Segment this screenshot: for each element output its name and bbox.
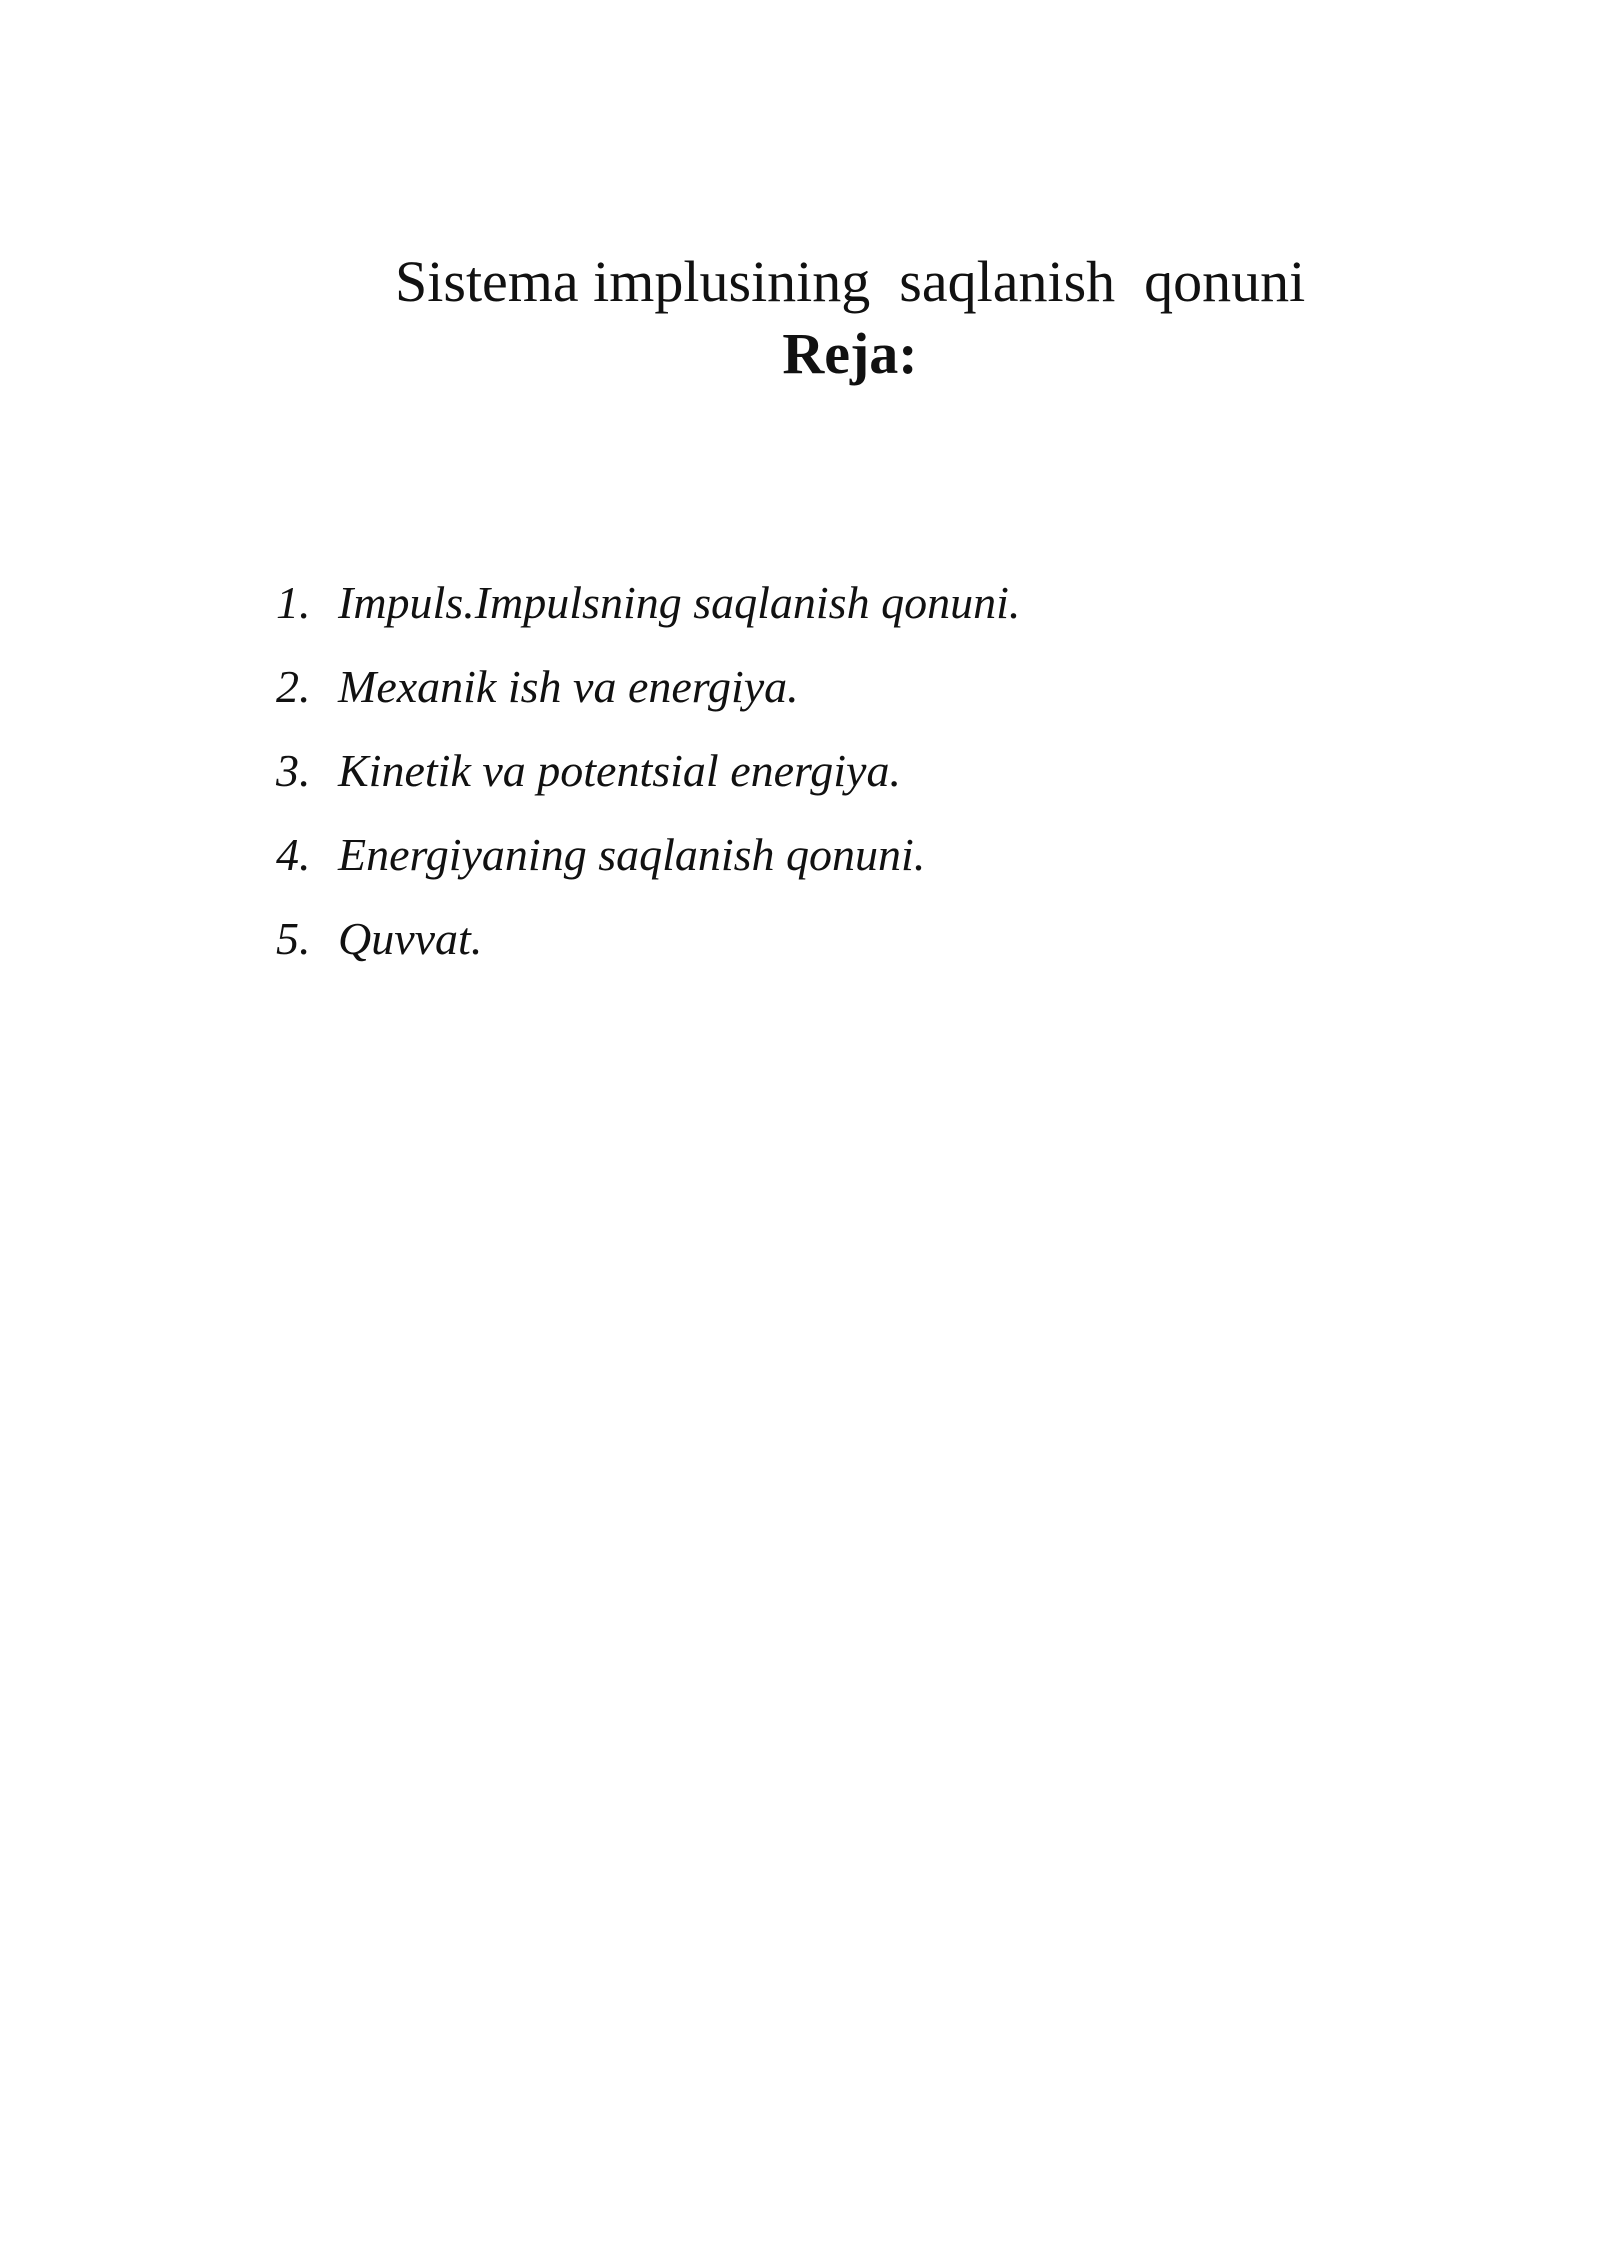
plan-item-number: 2. xyxy=(276,661,311,712)
plan-list-item xyxy=(276,822,1020,906)
plan-list-item xyxy=(276,570,1020,654)
plan-item-number: 1. xyxy=(276,577,311,628)
plan-list-item xyxy=(276,906,1020,990)
document-title: Sistema implusining saqlanish qonuni xyxy=(395,249,1306,314)
plan-item-text: Kinetik va potentsial energiya. xyxy=(338,745,901,796)
plan-list-item xyxy=(276,738,1020,822)
plan-heading: Reja: xyxy=(782,321,918,386)
plan-item-text: Mexanik ish va energiya. xyxy=(338,661,799,712)
plan-item-number: 5. xyxy=(276,913,311,964)
plan-item-number: 3. xyxy=(276,745,311,796)
plan-item-text: Quvvat. xyxy=(338,913,483,964)
plan-item-text: Impuls.Impulsning saqlanish qonuni. xyxy=(338,577,1021,628)
plan-item-text: Energiyaning saqlanish qonuni. xyxy=(338,829,926,880)
plan-list xyxy=(276,570,1020,990)
plan-item-number: 4. xyxy=(276,829,311,880)
plan-list-item xyxy=(276,654,1020,738)
